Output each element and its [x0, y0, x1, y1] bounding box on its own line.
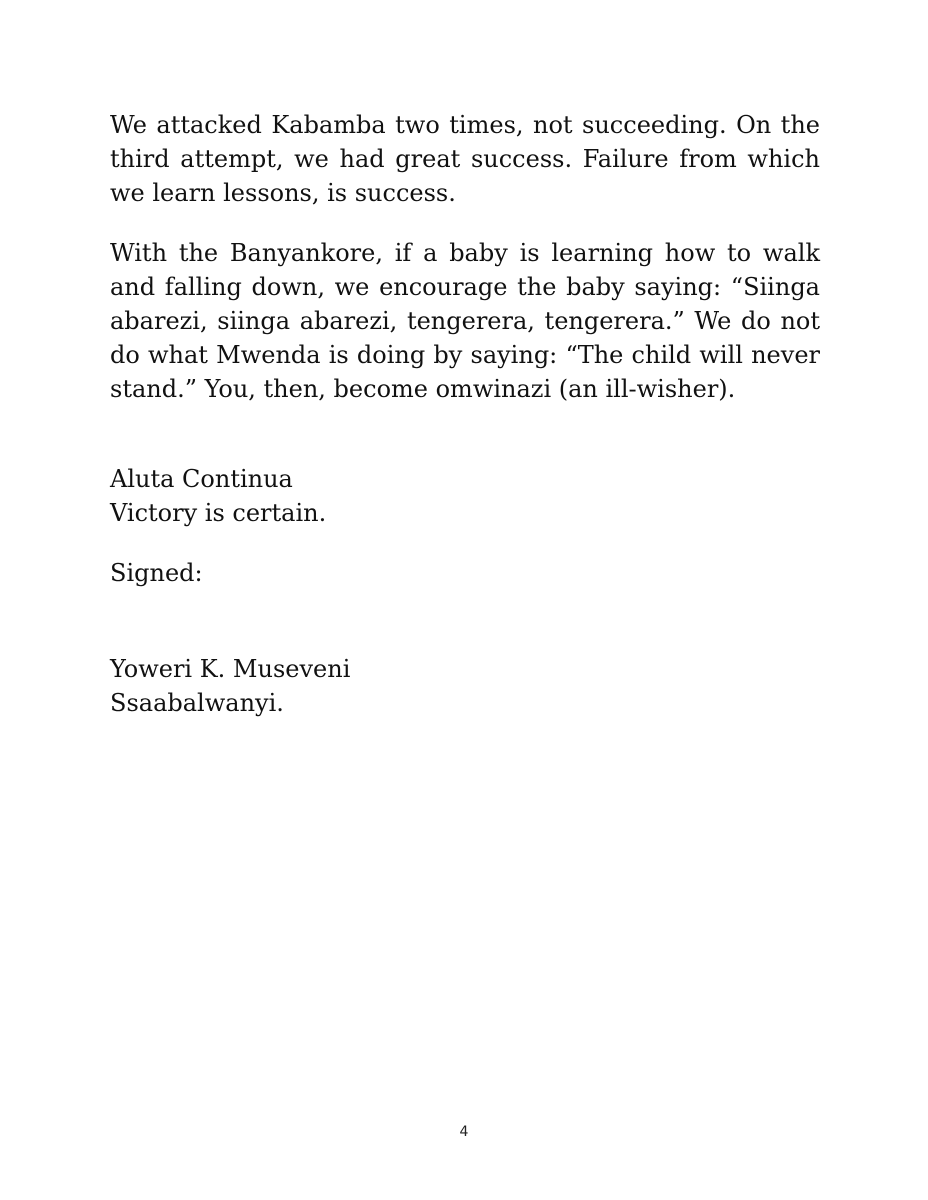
paragraph-kabamba: We attacked Kabamba two times, not succeeding. On the third attempt, we had great success. Failure from which we learn lessons, is success. [110, 111, 820, 207]
paragraph-banyankore: With the Banyankore, if a baby is learning how to walk and falling down, we encourage the baby saying: “Siinga abarezi, siinga abarezi, tengerera, tengerera.” We do not do what Mwenda is doing by saying: “The child will never stand.” You, then, become omwinazi (an ill-wisher). [110, 239, 820, 403]
closing-line-aluta: Aluta Continua [110, 465, 293, 493]
closing-line-victory: Victory is certain. [110, 499, 327, 527]
signatory-title: Ssaabalwanyi. [110, 689, 284, 717]
signed-label: Signed: [110, 559, 203, 587]
signature-block [110, 652, 820, 720]
signatory-name: Yoweri K. Museveni [110, 655, 351, 683]
closing-block [110, 462, 820, 530]
page-number: 4 [459, 1124, 469, 1140]
